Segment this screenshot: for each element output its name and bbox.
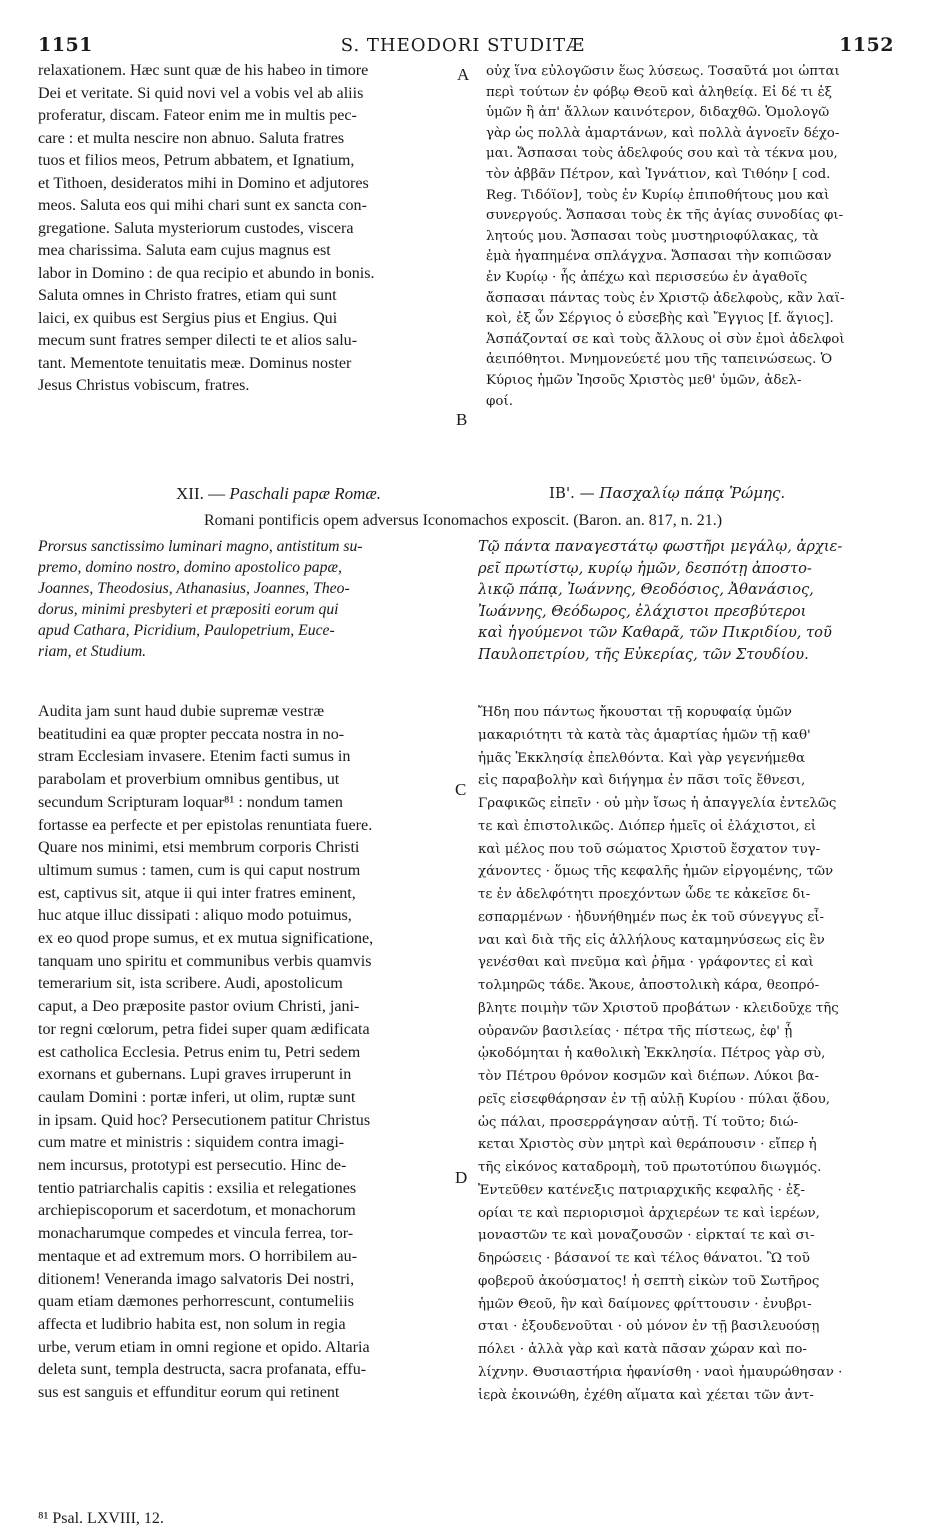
text-line: fortasse ea perfecte et per epistolas renuntiata fuere. bbox=[38, 816, 373, 834]
address-latin bbox=[38, 538, 456, 668]
text-line: ἡμᾶς Ἐκκλησίᾳ ἐπελθόντα. Καὶ γὰρ γεγενήμεθα bbox=[478, 750, 806, 766]
text-line: Παυλοπετρίου, τῆς Εὐκερίας, τῶν Στουδίου. bbox=[478, 645, 809, 663]
text-line: quam etiam dæmones perhorrescunt, contumeliis bbox=[38, 1293, 354, 1311]
text-line: κεται Χριστὸς σὺν μητρὶ καὶ θεράπουσιν · εἴπερ ἡ bbox=[478, 1137, 817, 1153]
text-line: ἡμῶν Θεοῦ, ἣν καὶ δαίμονες φρίττουσιν · ἐνυβρι- bbox=[478, 1296, 812, 1312]
top-latin-column bbox=[38, 62, 456, 414]
text-line: secundum Scripturam loquar⁸¹ : nondum tamen bbox=[38, 793, 343, 811]
text-line: caput, a Deo præposite pastor ovium Christi, jani- bbox=[38, 998, 360, 1016]
text-line: ex eo quod prope sumus, et ex mutua significatione, bbox=[38, 930, 374, 947]
text-line: Quare nos minimi, etsi membrum corporis Christi bbox=[38, 839, 360, 857]
text-line: ορίαι τε καὶ περιορισμοὶ ἀρχιερέων τε καὶ ἱερέων, bbox=[478, 1205, 820, 1221]
text-line: Prorsus sanctissimo luminari magno, antistitum su- bbox=[38, 538, 363, 555]
letter-heading-latin bbox=[176, 484, 381, 504]
text-line: τε καὶ ἐπιστολικῶς. Διόπερ ἡμεῖς οἱ ἐλάχιστοι, εἰ bbox=[478, 818, 817, 834]
text-line: gregatione. Saluta mysteriorum custodes, viscera bbox=[38, 219, 354, 237]
text-line: Ἐντεῦθεν κατένεξις πατριαρχικῆς κεφαλῆς · ἐξ- bbox=[478, 1182, 806, 1198]
text-line: συνεργούς. Ἄσπασαι τοὺς ἐκ τῆς ἁγίας συνοδίας φι- bbox=[486, 208, 844, 224]
text-line: mecum sunt fratres semper dilecti te et alios salu- bbox=[38, 332, 358, 349]
text-line: est, captivus sit, atque ii qui inter fratres eminent, bbox=[38, 884, 356, 902]
text-line: τολμηρῶς τάδε. Ἄκουε, ἀποστολικὴ κάρα, θεοπρό- bbox=[478, 978, 820, 993]
page-number-right: 1152 bbox=[839, 34, 894, 56]
text-line: Ἰωάννης, Θεόδωρος, ἐλάχιστοι πρεσβύτεροι bbox=[478, 602, 807, 620]
text-line: γενέσθαι καὶ πνεῦμα καὶ ῥῆμα · γράφοντες εἰ καὶ bbox=[478, 955, 814, 971]
text-line: οὐρανῶν βασιλείας · πέτρα τῆς πίστεως, ἐφ' ᾗ bbox=[478, 1023, 793, 1039]
text-line: Joannes, Theodosius, Athanasius, Joannes, Theo- bbox=[38, 580, 350, 597]
text-line: cum matre et ministris : siquidem contra imagi- bbox=[38, 1134, 345, 1152]
text-line: Jesus Christus vobiscum, fratres. bbox=[38, 377, 250, 394]
text-line: τὸν ἀββᾶν Πέτρον, καὶ Ἰγνάτιον, καὶ Τιθόην [ cod. bbox=[486, 167, 831, 182]
text-line: sus est sanguis et effunditur eorum qui retinent bbox=[38, 1384, 340, 1401]
text-line: exornans et gubernans. Lupi graves irruperunt in bbox=[38, 1066, 352, 1084]
text-line: Saluta omnes in Christo fratres, etiam qui sunt bbox=[38, 287, 337, 304]
letter-number-greek: ΙΒ'. — bbox=[549, 484, 595, 502]
text-line: καὶ μέλος που τοῦ σώματος Χριστοῦ ἔσχατον τυγ- bbox=[478, 841, 821, 857]
letter-title-greek: Πασχαλίῳ πάπᾳ Ῥώμης. bbox=[599, 484, 786, 502]
text-line: proferatur, discam. Fateor enim me in multis pec- bbox=[38, 107, 357, 124]
text-line: μακαριότητι τὰ κατὰ τὰς ἁμαρτίας ἡμῶν τῇ καθ' bbox=[478, 727, 811, 743]
margin-letter-c: C bbox=[455, 780, 467, 799]
text-line: nem incursus, prototypi est persecutio. Hinc de- bbox=[38, 1157, 347, 1174]
text-line: πόλει · ἀλλὰ γὰρ καὶ κατὰ πᾶσαν χώραν καὶ πο- bbox=[478, 1342, 807, 1357]
text-line: affecta et ludibrio habita est, non solum in regia bbox=[38, 1315, 346, 1333]
text-line: in ipsam. Quid hoc? Persecutionem patitur Christus bbox=[38, 1111, 371, 1129]
text-line: ἐν Κυρίῳ · ἧς ἀπέχω καὶ περισσεύω ἐν ἀγαθοῖς bbox=[486, 270, 808, 285]
text-line: λητούς μου. Ἄσπασαι τοὺς μυστηριοφύλακας, τὰ bbox=[486, 228, 819, 244]
text-line: care : et multa nescire non abnuo. Saluta fratres bbox=[38, 129, 345, 147]
text-line: dorus, minimi presbyteri et præpositi eorum qui bbox=[38, 601, 339, 618]
text-line: relaxationem. Hæc sunt quæ de his habeo in timore bbox=[38, 62, 369, 79]
text-line: ρεῖς εἰσεφθάρησαν ἐν τῇ αὐλῇ Κυρίου · πύλαι ᾅδου, bbox=[478, 1091, 831, 1107]
text-line: κοὶ, ἐξ ὧν Σέργιος ὁ εὐσεβὴς καὶ Ἔγγιος [f. ἅγιος]. bbox=[486, 311, 834, 327]
text-line: ultimum sumus : tamen, cum is qui caput nostrum bbox=[38, 861, 361, 879]
text-line: ἐμὰ ἠγαπημένα σπλάγχνα. Ἄσπασαι τὴν κοπιῶσαν bbox=[486, 249, 832, 265]
text-line: ditionem! Veneranda imago salvatoris Dei nostri, bbox=[38, 1270, 355, 1288]
text-line: Dei et veritate. Si quid novi vel a vobis vel ab aliis bbox=[38, 84, 364, 102]
text-line: laici, ex quibus est Sergius pius et Engius. Qui bbox=[38, 309, 338, 327]
body-latin-column bbox=[38, 703, 456, 1413]
text-line: ὡς πάλαι, προσερράγησαν αὐτῇ. Τί τοῦτο; διώ- bbox=[478, 1114, 799, 1130]
text-line: ἱερὰ ἐκοινώθη, ἐχέθη αἵματα καὶ χέεται τῶν ἀντ- bbox=[478, 1387, 814, 1401]
margin-letter-d: D bbox=[455, 1168, 468, 1187]
text-line: περὶ τούτων ἐν φόβῳ Θεοῦ καὶ ἀληθείᾳ. Εἰ δέ τι ἐξ bbox=[486, 84, 833, 100]
text-line: βλητε ποιμὴν τῶν Χριστοῦ προβάτων · κλειδοῦχε τῆς bbox=[478, 1000, 839, 1016]
text-line: τε ἐν ἀδελφότητι προεχόντων ὧδε τε κἀκεῖσε δι- bbox=[478, 887, 811, 902]
text-line: et Tithoen, desideratos mihi in Domino et adjutores bbox=[38, 174, 369, 192]
text-line: εἰς παραβολὴν καὶ διήγημα ἐν πᾶσι τοῖς ἔθνεσι, bbox=[478, 773, 806, 789]
letter-title-latin: Paschali papæ Romæ. bbox=[229, 484, 381, 503]
text-line: meos. Saluta eos qui mihi chari sunt ex sancta con- bbox=[38, 197, 367, 214]
text-line: est catholica Ecclesia. Petrus enim tu, Petri sedem bbox=[38, 1043, 361, 1061]
text-line: σται · ἐξουδενοῦται · οὐ μόνον ἐν τῇ βασιλευούσῃ bbox=[478, 1319, 820, 1335]
text-line: premo, domino nostro, domino apostolico papæ, bbox=[38, 559, 342, 576]
text-line: καὶ ἡγούμενοι τῶν Καθαρᾶ, τῶν Πικριδίου, τοῦ bbox=[478, 624, 832, 641]
top-greek-column bbox=[486, 64, 898, 460]
text-line: riam, et Studium. bbox=[38, 643, 147, 660]
text-line: labor in Domino : de qua recipio et abundo in bonis. bbox=[38, 264, 375, 282]
text-line: ναι καὶ διὰ τῆς εἰς ἀλλήλους καταμηνύσεως εἰς ἓν bbox=[478, 932, 825, 948]
letter-heading-greek bbox=[549, 484, 785, 502]
text-line: Κύριος ἡμῶν Ἰησοῦς Χριστὸς μεθ' ὑμῶν, ἀδελ- bbox=[486, 373, 802, 388]
text-line: Τῷ πάντα παναγεστάτῳ φωστῆρι μεγάλῳ, ἀρχιε- bbox=[478, 538, 843, 555]
text-line: Audita jam sunt haud dubie supremæ vestræ bbox=[38, 703, 325, 720]
text-line: ἄσπασαι πάντας τοὺς ἐν Χριστῷ ἀδελφοὺς, κἂν λαϊ- bbox=[486, 290, 845, 306]
text-line: ὑμῶν ἢ ἀπ' ἄλλων καινότερον, διδαχθῶ. Ὁμολογῶ bbox=[486, 105, 830, 121]
text-line: Γραφικῶς εἰπεῖν · οὐ μὴν ἴσως ἡ ἀπαγγελία ἐντελῶς bbox=[478, 796, 837, 811]
text-line: εσπαρμένων · ἠδυνήθημέν πως ἐκ τοῦ σύνεγγυς εἶ- bbox=[478, 909, 825, 925]
text-line: τῆς εἰκόνος καταδρομὴ, τοῦ πρωτοτύπου διωγμός. bbox=[478, 1160, 822, 1175]
margin-letter-b: B bbox=[456, 410, 468, 429]
text-line: ᾠκοδόμηται ἡ καθολικὴ Ἐκκλησία. Πέτρος γὰρ σὺ, bbox=[478, 1046, 826, 1062]
body-greek-column bbox=[478, 705, 898, 1401]
text-line: tuos et filios meos, Petrum abbatem, et Ignatium, bbox=[38, 152, 355, 169]
text-line: huc atque illuc dissipati : aliquo modo potuimus, bbox=[38, 907, 352, 925]
text-line: μαι. Ἄσπασαι τοὺς ἀδελφούς σου καὶ τὰ τέκνα μου, bbox=[486, 146, 838, 162]
text-line: Ἤδη που πάντως ἤκουσται τῇ κορυφαίᾳ ὑμῶν bbox=[478, 705, 792, 720]
text-line: urbe, verum etiam in omni regione et opido. Altaria bbox=[38, 1338, 370, 1356]
text-line: apud Cathara, Picridium, Paulopetrium, Euce- bbox=[38, 622, 335, 639]
text-line: deleta sunt, templa destructa, sacra profanata, effu- bbox=[38, 1361, 367, 1379]
letter-summary: Romani pontificis opem adversus Iconomachos exposcit. (Baron. an. 817, n. 21.) bbox=[203, 512, 723, 529]
text-line: τὸν Πέτρου θρόνον κοσμῶν καὶ διέπων. Λύκοι βα- bbox=[478, 1069, 820, 1084]
text-line: caulam Domini : portæ inferi, ut olim, ruptæ sunt bbox=[38, 1088, 356, 1106]
footnote: ⁸¹ Psal. LXVIII, 12. bbox=[38, 1510, 164, 1527]
text-line: φοβεροῦ ἀκούσματος! ἡ σεπτὴ εἰκὼν τοῦ Σωτῆρος bbox=[478, 1273, 820, 1289]
running-title: S. THEODORI STUDITÆ bbox=[340, 35, 586, 56]
text-line: ρεῖ πρωτίστῳ, κυρίῳ ἡμῶν, δεσπότῃ ἀποστο- bbox=[478, 559, 812, 577]
letter-number-latin: XII. — bbox=[176, 484, 226, 503]
text-line: mentaque et ad extremum mors. O horribilem au- bbox=[38, 1247, 358, 1265]
text-line: tentio patriarchalis capitis : exsilia et relegationes bbox=[38, 1179, 357, 1197]
text-line: Reg. Τιδόϊον], τοὺς ἐν Κυρίῳ ἐπιποθήτους μου καὶ bbox=[486, 187, 830, 203]
text-line: tanquam uno spiritu et communibus verbis quamvis bbox=[38, 952, 372, 970]
text-line: temerarium sit, ista scribere. Audi, apostolicum bbox=[38, 975, 343, 993]
text-line: φοί. bbox=[486, 393, 513, 409]
address-greek bbox=[478, 538, 898, 672]
text-line: beatitudini ea quæ propter peccata nostra in no- bbox=[38, 725, 345, 743]
text-line: tor regni cœlorum, petra fidei super quam ædificata bbox=[38, 1020, 370, 1038]
text-line: archiepiscoporum et sacerdotum, et monachorum bbox=[38, 1202, 356, 1220]
text-line: λικῷ πάπᾳ, Ἰωάννης, Θεοδόσιος, Ἀθανάσιος, bbox=[478, 581, 814, 598]
text-line: οὐχ ἵνα εὐλογῶσιν ἕως λύσεως. Τοσαῦτά μοι ὦπται bbox=[486, 64, 840, 79]
text-line: stram Ecclesiam invasere. Etenim facti sumus in bbox=[38, 748, 351, 766]
text-line: δηρώσεις · βάσανοί τε καὶ τέλος θάνατοι. Ὢ τοῦ bbox=[478, 1251, 810, 1266]
text-line: ἀειπόθητοι. Μνημονεύετέ μου τῆς ταπεινώσεως. Ὁ bbox=[486, 352, 833, 368]
text-line: γὰρ ὡς πολλὰ ἁμαρτάνων, καὶ πολλὰ ἀγνοεῖν δέχο- bbox=[486, 125, 840, 141]
text-line: μοναστῶν τε καὶ μοναζουσῶν · εἱρκταί τε καὶ σι- bbox=[478, 1228, 815, 1244]
margin-letter-a: A bbox=[457, 65, 470, 84]
text-line: tant. Mementote tenuitatis meæ. Dominus noster bbox=[38, 354, 352, 372]
text-line: λίχνην. Θυσιαστήρια ἠφανίσθη · ναοὶ ἠμαυρώθησαν · bbox=[478, 1364, 843, 1380]
text-line: parabolam et proverbium omnibus gentibus, ut bbox=[38, 771, 340, 789]
text-line: monacharumque compedes et vincula ferrea, tor- bbox=[38, 1225, 354, 1243]
text-line: Ἀσπάζονταί σε καὶ τοὺς ἄλλους οἱ σὺν ἐμοὶ ἀδελφοὶ bbox=[486, 331, 845, 347]
page-number-left: 1151 bbox=[38, 34, 93, 56]
text-line: χάνοντες · ὅμως τῆς κεφαλῆς ἡμῶν εἰργομένης, τῶν bbox=[478, 864, 834, 880]
text-line: mea charissima. Saluta eam cujus magnus est bbox=[38, 242, 331, 259]
